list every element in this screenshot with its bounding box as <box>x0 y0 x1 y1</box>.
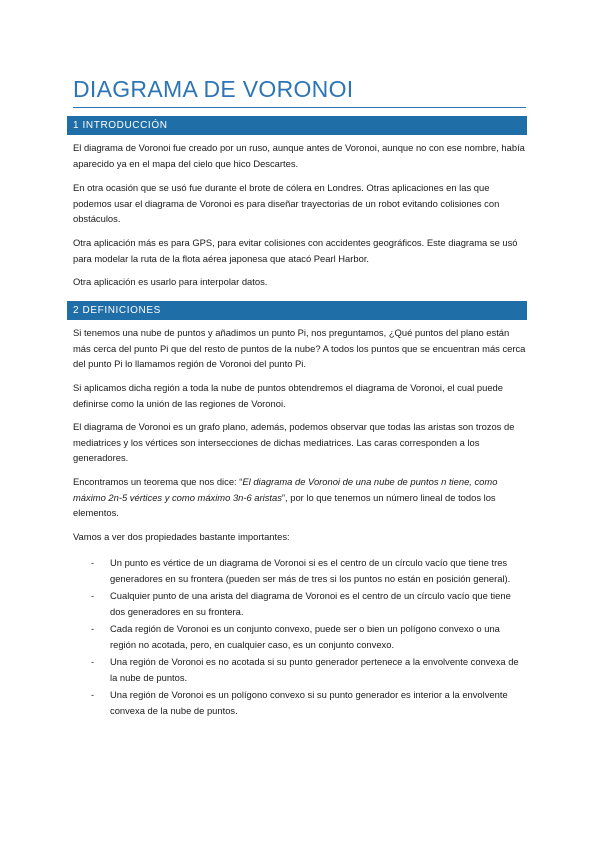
section-heading-definiciones: 2 DEFINICIONES <box>67 301 527 320</box>
list-item <box>91 654 528 685</box>
list-item <box>91 588 528 619</box>
bullet-marker: - <box>91 656 95 667</box>
intro-paragraph-1: El diagrama de Voronoi fue creado por un ruso, aunque antes de Voronoi, aunque no con ese nombre, había aparecido ya en el mapa del cielo que hico Descartes. <box>73 142 525 169</box>
list-item-text: Cada región de Voronoi es un conjunto convexo, puede ser o bien un polígono convexo o una región no acotada, pero, en cualquier caso, es un conjunto convexo. <box>110 623 500 650</box>
definitions-paragraph-2: Si aplicamos dicha región a toda la nube de puntos obtendremos el diagrama de Voronoi, el cual puede definirse como la unión de las regiones de Voronoi. <box>73 382 503 409</box>
list-item <box>91 621 528 652</box>
list-item <box>91 555 528 586</box>
theorem-tail: ”, por lo que tenemos un número lineal de todos los elementos. <box>73 491 496 518</box>
intro-paragraph-3: Otra aplicación más es para GPS, para evitar colisiones con accidentes geográficos. Este diagrama se usó para modelar la ruta de la flota aérea japonesa que atacó Pearl Harbor. <box>73 237 518 264</box>
intro-paragraph-2: En otra ocasión que se usó fue durante el brote de cólera en Londres. Otras aplicaciones en las que podemos usar el diagrama de Voronoi es para diseñar trayectorias de un robot evitando colisiones con obstáculos. <box>73 182 500 224</box>
list-item-text: Una región de Voronoi es un polígono convexo si su punto generador es interior a la envolvente convexa de la nube de puntos. <box>110 689 508 716</box>
properties-list <box>91 555 528 720</box>
bullet-marker: - <box>91 557 95 568</box>
definitions-paragraph-3: El diagrama de Voronoi es un grafo plano, además, podemos observar que todas las aristas son trozos de mediatrices y los vértices son intersecciones de dichas mediatrices. Las caras corresponden a los generadores. <box>73 421 515 463</box>
properties-intro: Vamos a ver dos propiedades bastante importantes: <box>73 531 290 542</box>
definitions-paragraph-1: Si tenemos una nube de puntos y añadimos un punto Pi, nos preguntamos, ¿Qué puntos del plano están más cerca del punto Pi que del resto de puntos de la nube? A todos los puntos que se encuentran más cerca del punto Pi lo llamamos región de Voronoi del punto Pi. <box>73 327 526 369</box>
list-item-text: Una región de Voronoi es no acotada si su punto generador pertenece a la envolvente convexa de la nube de puntos. <box>110 656 519 683</box>
list-item-text: Cualquier punto de una arista del diagrama de Voronoi es el centro de un círculo vacío que tiene dos generadores en su frontera. <box>110 590 511 617</box>
bullet-marker: - <box>91 590 95 601</box>
list-item <box>91 687 528 718</box>
title-underline <box>73 107 526 108</box>
theorem-paragraph <box>73 474 528 521</box>
intro-paragraph-4: Otra aplicación es usarlo para interpolar datos. <box>73 276 268 287</box>
bullet-marker: - <box>91 623 95 634</box>
theorem-quote: El diagrama de Voronoi de una nube de puntos n tiene, como máximo 2n-5 vértices y como máximo 3n-6 aristas <box>73 476 498 503</box>
list-item-text: Un punto es vértice de un diagrama de Voronoi si es el centro de un círculo vacío que tiene tres generadores en su frontera (pueden ser más de tres si los puntos no están en posición general). <box>110 557 511 584</box>
document-title: DIAGRAMA DE VORONOI <box>73 76 354 102</box>
theorem-lead: Encontramos un teorema que nos dice: “ <box>73 476 243 487</box>
section-heading-introduccion: 1 INTRODUCCIÓN <box>67 116 527 135</box>
bullet-marker: - <box>91 689 95 700</box>
